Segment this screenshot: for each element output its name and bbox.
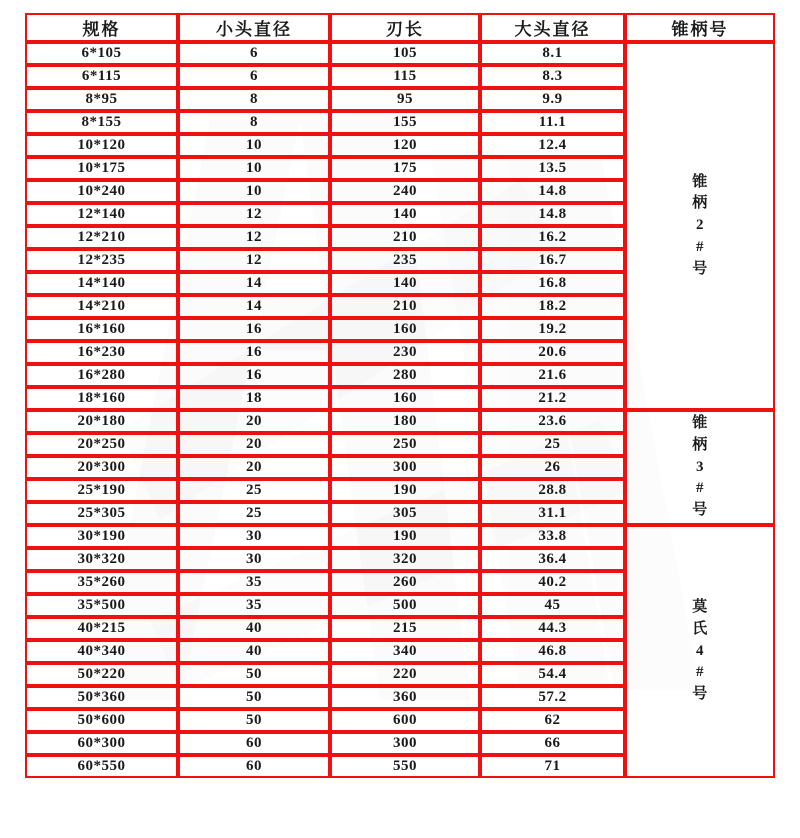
cell-spec: 50*600	[25, 709, 178, 732]
cell-flute-length: 175	[330, 157, 480, 180]
cell-spec: 25*305	[25, 502, 178, 525]
table-row	[25, 410, 775, 433]
cell-large-diameter: 26	[480, 456, 625, 479]
shank-label-char: 氏	[692, 620, 708, 637]
cell-small-diameter: 20	[178, 410, 330, 433]
cell-large-diameter: 14.8	[480, 203, 625, 226]
cell-flute-length: 115	[330, 65, 480, 88]
shank-label-char: 莫	[692, 599, 708, 616]
cell-flute-length: 180	[330, 410, 480, 433]
cell-flute-length: 500	[330, 594, 480, 617]
cell-shank-number	[625, 525, 775, 778]
cell-small-diameter: 10	[178, 134, 330, 157]
shank-label-char: 柄	[692, 195, 708, 212]
cell-small-diameter: 6	[178, 42, 330, 65]
cell-small-diameter: 40	[178, 640, 330, 663]
cell-flute-length: 240	[330, 180, 480, 203]
cell-large-diameter: 8.1	[480, 42, 625, 65]
shank-label-char: 2	[696, 217, 704, 234]
cell-small-diameter: 60	[178, 732, 330, 755]
cell-flute-length: 190	[330, 479, 480, 502]
cell-flute-length: 155	[330, 111, 480, 134]
cell-small-diameter: 35	[178, 571, 330, 594]
shank-label-char: 号	[692, 260, 708, 277]
table-row	[25, 525, 775, 548]
cell-small-diameter: 35	[178, 594, 330, 617]
cell-flute-length: 105	[330, 42, 480, 65]
cell-large-diameter: 45	[480, 594, 625, 617]
cell-small-diameter: 20	[178, 456, 330, 479]
cell-flute-length: 600	[330, 709, 480, 732]
cell-small-diameter: 8	[178, 111, 330, 134]
cell-spec: 20*180	[25, 410, 178, 433]
cell-small-diameter: 6	[178, 65, 330, 88]
cell-large-diameter: 25	[480, 433, 625, 456]
cell-large-diameter: 36.4	[480, 548, 625, 571]
cell-small-diameter: 18	[178, 387, 330, 410]
column-header-small-dia: 小头直径	[178, 13, 330, 42]
cell-flute-length: 160	[330, 318, 480, 341]
cell-spec: 8*95	[25, 88, 178, 111]
column-header-large-dia: 大头直径	[480, 13, 625, 42]
cell-spec: 50*220	[25, 663, 178, 686]
cell-spec: 6*115	[25, 65, 178, 88]
cell-flute-length: 140	[330, 272, 480, 295]
cell-large-diameter: 18.2	[480, 295, 625, 318]
cell-small-diameter: 40	[178, 617, 330, 640]
cell-small-diameter: 25	[178, 502, 330, 525]
cell-large-diameter: 28.8	[480, 479, 625, 502]
cell-large-diameter: 54.4	[480, 663, 625, 686]
cell-flute-length: 300	[330, 732, 480, 755]
cell-spec: 12*235	[25, 249, 178, 272]
shank-label-char: 锥	[692, 173, 708, 190]
cell-flute-length: 300	[330, 456, 480, 479]
cell-small-diameter: 16	[178, 341, 330, 364]
cell-flute-length: 95	[330, 88, 480, 111]
cell-flute-length: 120	[330, 134, 480, 157]
cell-spec: 20*250	[25, 433, 178, 456]
cell-small-diameter: 12	[178, 203, 330, 226]
table-header-row	[25, 13, 775, 42]
cell-spec: 10*240	[25, 180, 178, 203]
cell-large-diameter: 66	[480, 732, 625, 755]
cell-flute-length: 140	[330, 203, 480, 226]
cell-large-diameter: 62	[480, 709, 625, 732]
cell-small-diameter: 12	[178, 226, 330, 249]
cell-spec: 30*320	[25, 548, 178, 571]
shank-label-char: #	[696, 480, 704, 497]
cell-flute-length: 360	[330, 686, 480, 709]
column-header-shank-no: 锥柄号	[625, 13, 775, 42]
cell-flute-length: 190	[330, 525, 480, 548]
cell-flute-length: 160	[330, 387, 480, 410]
cell-large-diameter: 33.8	[480, 525, 625, 548]
cell-small-diameter: 16	[178, 364, 330, 387]
cell-small-diameter: 30	[178, 525, 330, 548]
cell-large-diameter: 21.6	[480, 364, 625, 387]
cell-small-diameter: 8	[178, 88, 330, 111]
cell-spec: 60*300	[25, 732, 178, 755]
shank-label-char: 3	[696, 458, 704, 475]
shank-label-char: 锥	[692, 415, 708, 432]
cell-spec: 16*230	[25, 341, 178, 364]
specification-table	[25, 13, 775, 778]
cell-flute-length: 235	[330, 249, 480, 272]
cell-large-diameter: 16.2	[480, 226, 625, 249]
cell-spec: 8*155	[25, 111, 178, 134]
cell-small-diameter: 14	[178, 295, 330, 318]
cell-spec: 20*300	[25, 456, 178, 479]
cell-small-diameter: 12	[178, 249, 330, 272]
cell-large-diameter: 13.5	[480, 157, 625, 180]
cell-small-diameter: 16	[178, 318, 330, 341]
cell-small-diameter: 60	[178, 755, 330, 778]
cell-spec: 40*340	[25, 640, 178, 663]
column-header-spec: 规格	[25, 13, 178, 42]
cell-spec: 50*360	[25, 686, 178, 709]
cell-spec: 14*210	[25, 295, 178, 318]
cell-small-diameter: 10	[178, 180, 330, 203]
cell-large-diameter: 11.1	[480, 111, 625, 134]
cell-large-diameter: 16.7	[480, 249, 625, 272]
cell-flute-length: 320	[330, 548, 480, 571]
shank-label-char: #	[696, 664, 704, 681]
cell-flute-length: 550	[330, 755, 480, 778]
cell-flute-length: 210	[330, 295, 480, 318]
cell-spec: 10*175	[25, 157, 178, 180]
cell-small-diameter: 50	[178, 686, 330, 709]
cell-large-diameter: 40.2	[480, 571, 625, 594]
cell-large-diameter: 8.3	[480, 65, 625, 88]
cell-spec: 35*500	[25, 594, 178, 617]
shank-label-char: #	[696, 238, 704, 255]
cell-spec: 10*120	[25, 134, 178, 157]
cell-small-diameter: 10	[178, 157, 330, 180]
cell-spec: 25*190	[25, 479, 178, 502]
cell-small-diameter: 50	[178, 709, 330, 732]
cell-large-diameter: 20.6	[480, 341, 625, 364]
cell-small-diameter: 14	[178, 272, 330, 295]
cell-spec: 6*105	[25, 42, 178, 65]
cell-large-diameter: 46.8	[480, 640, 625, 663]
table-row	[25, 42, 775, 65]
cell-spec: 12*140	[25, 203, 178, 226]
cell-flute-length: 215	[330, 617, 480, 640]
cell-flute-length: 250	[330, 433, 480, 456]
spec-table-container	[25, 13, 775, 815]
cell-flute-length: 210	[330, 226, 480, 249]
cell-flute-length: 280	[330, 364, 480, 387]
cell-small-diameter: 20	[178, 433, 330, 456]
shank-label-char: 柄	[692, 436, 708, 453]
cell-spec: 16*280	[25, 364, 178, 387]
cell-large-diameter: 12.4	[480, 134, 625, 157]
cell-large-diameter: 19.2	[480, 318, 625, 341]
cell-flute-length: 305	[330, 502, 480, 525]
cell-spec: 16*160	[25, 318, 178, 341]
shank-label-char: 号	[692, 686, 708, 703]
cell-small-diameter: 30	[178, 548, 330, 571]
cell-flute-length: 260	[330, 571, 480, 594]
cell-large-diameter: 16.8	[480, 272, 625, 295]
cell-spec: 30*190	[25, 525, 178, 548]
cell-large-diameter: 23.6	[480, 410, 625, 433]
cell-spec: 12*210	[25, 226, 178, 249]
cell-spec: 40*215	[25, 617, 178, 640]
shank-label-char: 4	[696, 642, 704, 659]
cell-small-diameter: 25	[178, 479, 330, 502]
cell-large-diameter: 31.1	[480, 502, 625, 525]
cell-shank-number	[625, 410, 775, 525]
table-body	[25, 42, 775, 778]
cell-spec: 60*550	[25, 755, 178, 778]
cell-shank-number	[625, 42, 775, 410]
cell-large-diameter: 14.8	[480, 180, 625, 203]
shank-label-char: 号	[692, 502, 708, 519]
column-header-flute-length: 刃长	[330, 13, 480, 42]
cell-large-diameter: 9.9	[480, 88, 625, 111]
cell-spec: 14*140	[25, 272, 178, 295]
cell-large-diameter: 57.2	[480, 686, 625, 709]
cell-flute-length: 340	[330, 640, 480, 663]
cell-flute-length: 230	[330, 341, 480, 364]
cell-small-diameter: 50	[178, 663, 330, 686]
cell-spec: 18*160	[25, 387, 178, 410]
cell-large-diameter: 71	[480, 755, 625, 778]
cell-large-diameter: 44.3	[480, 617, 625, 640]
cell-large-diameter: 21.2	[480, 387, 625, 410]
cell-spec: 35*260	[25, 571, 178, 594]
cell-flute-length: 220	[330, 663, 480, 686]
